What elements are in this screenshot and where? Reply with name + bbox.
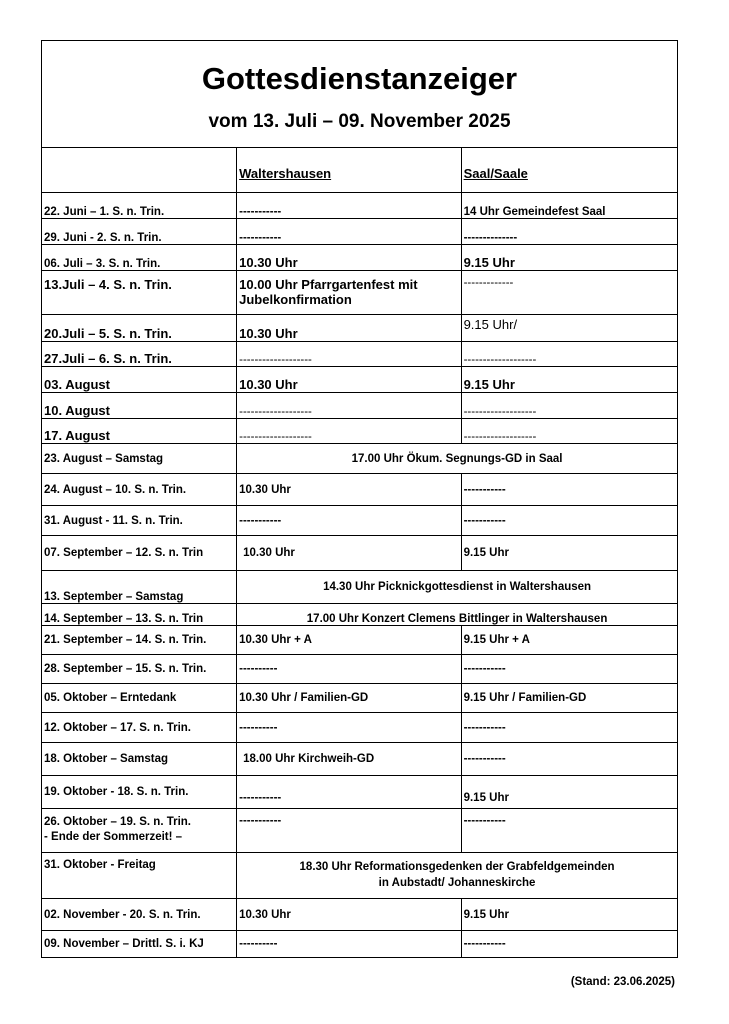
table-row — [42, 931, 678, 958]
header-date-cell — [42, 148, 237, 193]
cell-waltershausen: ----------- — [237, 193, 461, 219]
row-date: 26. Oktober – 19. S. n. Trin. — [44, 816, 191, 828]
row-date: 02. November - 20. S. n. Trin. — [42, 899, 237, 931]
cell-saal: ------------- — [461, 271, 677, 315]
table-row — [42, 713, 678, 743]
cell-waltershausen: 10.30 Uhr — [237, 367, 461, 393]
title-block — [42, 41, 678, 148]
cell-saal: 9.15 Uhr/ — [461, 315, 677, 342]
row-date: 23. August – Samstag — [42, 444, 237, 474]
table-row — [42, 393, 678, 419]
cell-waltershausen: 10.30 Uhr + A — [237, 626, 461, 655]
cell-saal: ------------------- — [461, 419, 677, 444]
row-date: 12. Oktober – 17. S. n. Trin. — [42, 713, 237, 743]
table-row — [42, 899, 678, 931]
page-title: Gottesdienstanzeiger — [201, 61, 518, 96]
cell-saal: ----------- — [461, 506, 677, 536]
table-row — [42, 193, 678, 219]
schedule-table — [41, 40, 678, 958]
row-date-note: - Ende der Sommerzeit! – — [44, 831, 183, 843]
cell-waltershausen: 10.30 Uhr — [237, 899, 461, 931]
row-date: 31. August - 11. S. n. Trin. — [42, 506, 237, 536]
cell-combined: 17.00 Uhr Ökum. Segnungs-GD in Saal — [237, 444, 678, 474]
row-date: 28. September – 15. S. n. Trin. — [42, 655, 237, 684]
table-header-row — [42, 148, 678, 193]
cell-saal: ------------------- — [461, 393, 677, 419]
cell-waltershausen: ----------- — [237, 809, 461, 853]
row-date: 14. September – 13. S. n. Trin — [42, 604, 237, 626]
cell-saal: 9.15 Uhr — [461, 899, 677, 931]
cell-saal: 14 Uhr Gemeindefest Saal — [461, 193, 677, 219]
cell-combined — [237, 853, 678, 899]
cell-saal: 9.15 Uhr — [461, 245, 677, 271]
cell-saal: ------------------- — [461, 342, 677, 367]
row-date: 31. Oktober - Freitag — [42, 853, 237, 899]
row-date: 24. August – 10. S. n. Trin. — [42, 474, 237, 506]
table-row — [42, 743, 678, 776]
cell-waltershausen: ---------- — [237, 713, 461, 743]
table-row — [42, 474, 678, 506]
cell-combined: 17.00 Uhr Konzert Clemens Bittlinger in Waltershausen — [237, 604, 678, 626]
cell-saal: 9.15 Uhr + A — [461, 626, 677, 655]
cell-saal: ----------- — [461, 809, 677, 853]
table-row — [42, 809, 678, 853]
table-row — [42, 444, 678, 474]
table-row — [42, 506, 678, 536]
cell-waltershausen: ------------------- — [237, 342, 461, 367]
table-row — [42, 219, 678, 245]
page-subtitle: vom 13. Juli – 09. November 2025 — [208, 111, 511, 132]
cell-saal: 9.15 Uhr — [461, 536, 677, 571]
schedule-document — [41, 40, 678, 958]
row-date: 10. August — [42, 393, 237, 419]
cell-saal: -------------- — [461, 219, 677, 245]
row-date: 19. Oktober - 18. S. n. Trin. — [42, 776, 237, 809]
cell-waltershausen: ------------------- — [237, 393, 461, 419]
row-date: 03. August — [42, 367, 237, 393]
table-row — [42, 571, 678, 604]
cell-waltershausen: ----------- — [237, 506, 461, 536]
cell-saal: ----------- — [461, 655, 677, 684]
table-row — [42, 626, 678, 655]
cell-saal: 9.15 Uhr / Familien-GD — [461, 684, 677, 713]
row-date: 29. Juni - 2. S. n. Trin. — [42, 219, 237, 245]
cell-saal: 9.15 Uhr — [461, 776, 677, 809]
cell-waltershausen: ---------- — [237, 655, 461, 684]
header-saal: Saal/Saale — [461, 148, 677, 193]
cell-saal: 9.15 Uhr — [461, 367, 677, 393]
table-row — [42, 271, 678, 315]
cell-waltershausen: ----------- — [237, 776, 461, 809]
cell-waltershausen: 10.30 Uhr — [237, 245, 461, 271]
table-row — [42, 655, 678, 684]
row-date: 06. Juli – 3. S. n. Trin. — [42, 245, 237, 271]
row-date: 17. August — [42, 419, 237, 444]
combined-line-2: in Aubstadt/ Johanneskirche — [378, 877, 536, 889]
table-row — [42, 245, 678, 271]
table-row — [42, 315, 678, 342]
stand-date: (Stand: 23.06.2025) — [570, 976, 675, 988]
cell-waltershausen: ------------------- — [237, 419, 461, 444]
cell-combined: 14.30 Uhr Picknickgottesdienst in Waltershausen — [237, 571, 678, 604]
combined-line-1: 18.30 Uhr Reformationsgedenken der Grabfeldgemeinden — [299, 861, 615, 873]
cell-waltershausen: 10.30 Uhr / Familien-GD — [237, 684, 461, 713]
row-date: 13. September – Samstag — [42, 571, 237, 604]
cell-waltershausen: ----------- — [237, 219, 461, 245]
table-row — [42, 419, 678, 444]
row-date: 18. Oktober – Samstag — [42, 743, 237, 776]
table-row — [42, 853, 678, 899]
cell-saal: ----------- — [461, 931, 677, 958]
cell-waltershausen: 10.00 Uhr Pfarrgartenfest mit Jubelkonfirmation — [237, 271, 461, 315]
row-date: 27.Juli – 6. S. n. Trin. — [42, 342, 237, 367]
row-date: 09. November – Drittl. S. i. KJ — [42, 931, 237, 958]
row-date-multiline — [42, 809, 237, 853]
row-date: 07. September – 12. S. n. Trin — [42, 536, 237, 571]
table-row — [42, 342, 678, 367]
cell-waltershausen: ---------- — [237, 931, 461, 958]
row-date: 21. September – 14. S. n. Trin. — [42, 626, 237, 655]
table-row — [42, 604, 678, 626]
cell-saal: ----------- — [461, 713, 677, 743]
cell-saal: ----------- — [461, 743, 677, 776]
cell-waltershausen: 10.30 Uhr — [237, 315, 461, 342]
cell-waltershausen: 10.30 Uhr — [237, 536, 461, 571]
table-row — [42, 684, 678, 713]
row-date: 05. Oktober – Erntedank — [42, 684, 237, 713]
cell-waltershausen: 18.00 Uhr Kirchweih-GD — [237, 743, 461, 776]
row-date: 13.Juli – 4. S. n. Trin. — [42, 271, 237, 315]
cell-waltershausen: 10.30 Uhr — [237, 474, 461, 506]
table-row — [42, 536, 678, 571]
row-date: 20.Juli – 5. S. n. Trin. — [42, 315, 237, 342]
cell-saal: ----------- — [461, 474, 677, 506]
table-row — [42, 776, 678, 809]
table-row — [42, 367, 678, 393]
header-waltershausen: Waltershausen — [237, 148, 461, 193]
row-date: 22. Juni – 1. S. n. Trin. — [42, 193, 237, 219]
